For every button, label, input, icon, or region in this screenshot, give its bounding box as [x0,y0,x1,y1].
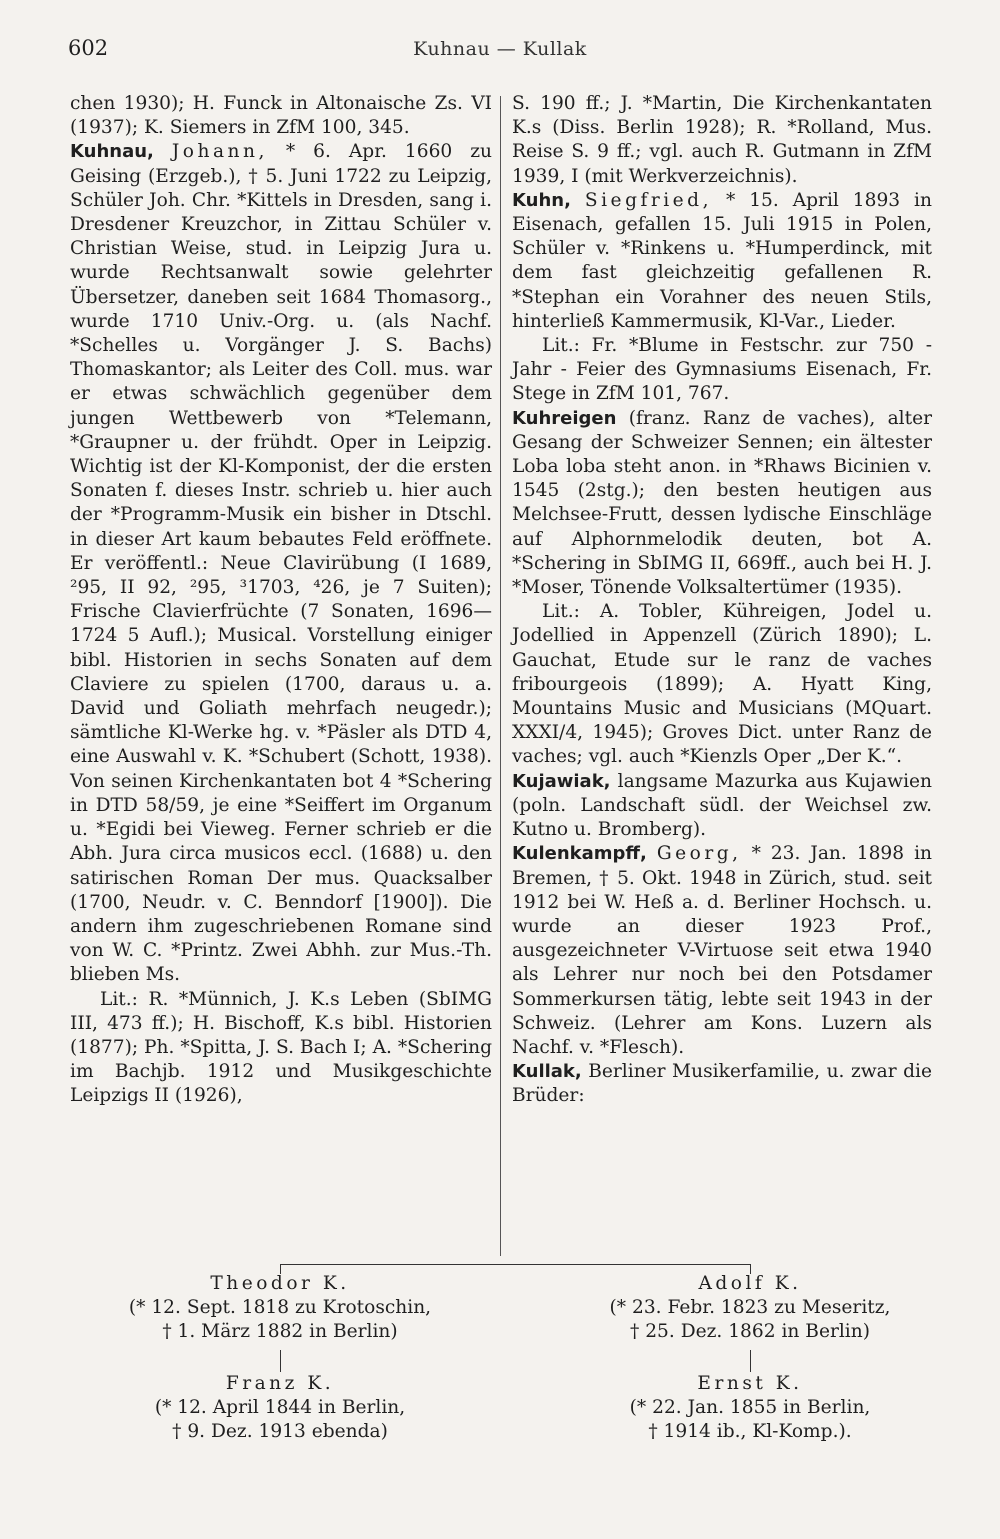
given-name: Johann, [171,141,268,163]
continuation-text: S. 190 ff.; J. *Martin, Die Kirchenkantaten K.s (Diss. Berlin 1928); R. *Rolland, Mus. Reise S. 9 ff.; vgl. auch R. Gutmann in ZfM 1939, I (mit Werkverzeichnis). [512,93,932,187]
person-franz [80,1372,480,1444]
person-name: Ernst K. [697,1373,803,1394]
given-name: Georg, [656,843,742,865]
person-death: † 1. März 1882 in Berlin) [162,1321,398,1342]
person-death: † 1914 ib., Kl-Komp.). [648,1421,852,1442]
column-divider [500,96,501,1256]
literature-kuhn: Lit.: Fr. *Blume in Festschr. zur 750 - Jahr - Feier des Gymnasiums Eisenach, Fr. Stege in ZfM 101, 767. [512,335,932,405]
entry-kujawiak [512,770,932,843]
headword: Kujawiak, [512,770,611,792]
person-ernst [550,1372,950,1444]
person-birth: (* 23. Febr. 1823 zu Meseritz, [609,1297,891,1318]
entry-text: Berliner Musikerfamilie, u. zwar die Brüder: [512,1061,932,1107]
family-tree [70,1262,932,1462]
entry-kulenkampff [512,842,932,1060]
tree-connector-theodor-franz [280,1350,281,1372]
tree-connector-adolf-ernst [750,1350,751,1372]
continuation-text: chen 1930); H. Funck in Altonaische Zs. VI (1937); K. Siemers in ZfM 100, 345. [70,93,492,139]
person-name: Theodor K. [210,1273,350,1294]
page-header [68,36,932,66]
literature-kuhnau: Lit.: R. *Münnich, J. K.s Leben (SbIMG III, 473 ff.); H. Bischoff, K.s bibl. Historien (1877); Ph. *Spitta, J. S. Bach I; A. *Schering im Bachjb. 1912 und Musikgeschichte Leipzigs II (1926), [70,988,492,1107]
left-column [70,92,492,1109]
literature-kuhreigen: Lit.: A. Tobler, Kühreigen, Jodel u. Jodellied in Appenzell (Zürich 1890); L. Gauchat, Etude sur le ranz de vaches fribourgeois (1899); A. Hyatt King, Mountains Music and Musicians (MQuart. XXXI/4, 1945); Groves Dict. unter Ranz de vaches; vgl. auch *Kienzls Oper „Der K.“. [512,601,932,768]
entry-text: * 15. April 1893 in Eisenach, gefallen 15. Juli 1915 in Polen, Schüler v. *Rinkens u. *Humperdinck, mit dem fast gleichzeitig gefallenen R. *Stephan ein Vorahner des neuen Stils, hinterließ Kammermusik, Kl-Var., Lieder. [512,189,932,332]
person-birth: (* 12. April 1844 in Berlin, [154,1397,406,1418]
person-death: † 25. Dez. 1862 in Berlin) [630,1321,870,1342]
right-column [512,92,932,1109]
headword: Kuhnau, [70,141,154,163]
person-name: Adolf K. [698,1273,802,1294]
page-number: 602 [68,36,109,60]
entry-kuhnau [70,140,492,987]
person-adolf [550,1272,950,1344]
entry-text: * 23. Jan. 1898 in Bremen, † 5. Okt. 1948 in Zürich, stud. seit 1912 bei W. Heß a. d. Berliner Hochsch. u. wurde an dieser 1923 Prof., ausgezeichneter V-Virtuose seit etwa 1940 als Lehrer nur noch bei den Potsdamer Sommerkursen tätig, lebte seit 1943 in der Schweiz. (Lehrer am Kons. Luzern als Nachf. v. *Flesch). [512,843,932,1058]
headword: Kulenkampff, [512,843,647,865]
entry-text: langsame Mazurka aus Kujawien (poln. Landschaft südl. der Weichsel zw. Kutno u. Bromberg). [512,770,932,841]
running-title: Kuhnau — Kullak [413,38,587,60]
entry-kullak [512,1060,932,1108]
headword: Kuhreigen [512,407,617,429]
person-name: Franz K. [225,1373,335,1394]
person-death: † 9. Dez. 1913 ebenda) [172,1421,388,1442]
person-theodor [80,1272,480,1344]
entry-text: (franz. Ranz de vaches), alter Gesang der Schweizer Sennen; ein ältester Loba loba steht anon. in *Rhaws Bicinien v. 1545 (2stg.); den besten heutigen aus Melchsee-Frutt, dessen lydische Einschläge auf Alphornmelodik deuten, bot A. *Schering in SbIMG II, 669ff., auch bei H. J. *Moser, Tönende Volksaltertümer (1935). [512,407,932,599]
headword: Kullak, [512,1061,582,1083]
person-birth: (* 12. Sept. 1818 zu Krotoschin, [128,1297,432,1318]
entry-text: * 6. Apr. 1660 zu Geising (Erzgeb.), † 5. Juni 1722 zu Leipzig, Schüler Joh. Chr. *Kittels in Dresden, sang i. Dresdener Kreuzchor, in Zittau Schüler v. Christian Weise, stud. in Leipzig Jura u. wurde Rechtsanwalt sowie gelehrter Übersetzer, daneben seit 1684 Thomasorg., wurde 1710 Univ.-Org. u. (als Nachf. *Schelles u. Vorgänger J. S. Bachs) Thomaskantor; als Leiter des Coll. mus. war er etwas schwächlich gegenüber dem jungen Wettbewerb von *Telemann, *Graupner u. der frühdt. Oper in Leipzig. Wichtig ist der Kl-Komponist, der die ersten Sonaten f. dieses Instr. schrieb u. hier auch der *Programm-Musik ein bisher in Dtschl. in dieser Art kaum bebautes Feld eröffnete. Er veröffentl.: Neue Clavirübung (I 1689, ²95, II 92, ²95, ³1703, ⁴26, je 7 Suiten); Frische Clavierfrüchte (7 Sonaten, 1696—1724 5 Aufl.); Musical. Vorstellung einiger bibl. Historien in sechs Sonaten auf dem Claviere zu spielen (1700, daraus u. a. David und Goliath mehrfach neugedr.); sämtliche Kl-Werke hg. v. *Päsler als DTD 4, eine Auswahl v. K. *Schubert (Schott, 1938). Von seinen Kirchenkantaten bot 4 *Schering in DTD 58/59, je eine *Seiffert im Organum u. *Egidi bei Vieweg. Ferner schrieb er die Abh. Jura circa musicos eccl. (1688) u. den satirischen Roman Der mus. Quacksalber (1700, Neudr. v. C. Benndorf [1900]). Die andern ihm zugeschriebenen Romane sind von W. C. *Printz. Zwei Abhh. zur Mus.-Th. blieben Ms. [70,141,492,986]
person-birth: (* 22. Jan. 1855 in Berlin, [629,1397,871,1418]
given-name: Siegfried, [584,189,712,211]
headword: Kuhn, [512,189,571,211]
entry-kuhn [512,189,932,334]
tree-connector-horizontal [280,1264,750,1265]
entry-kuhreigen [512,407,932,601]
